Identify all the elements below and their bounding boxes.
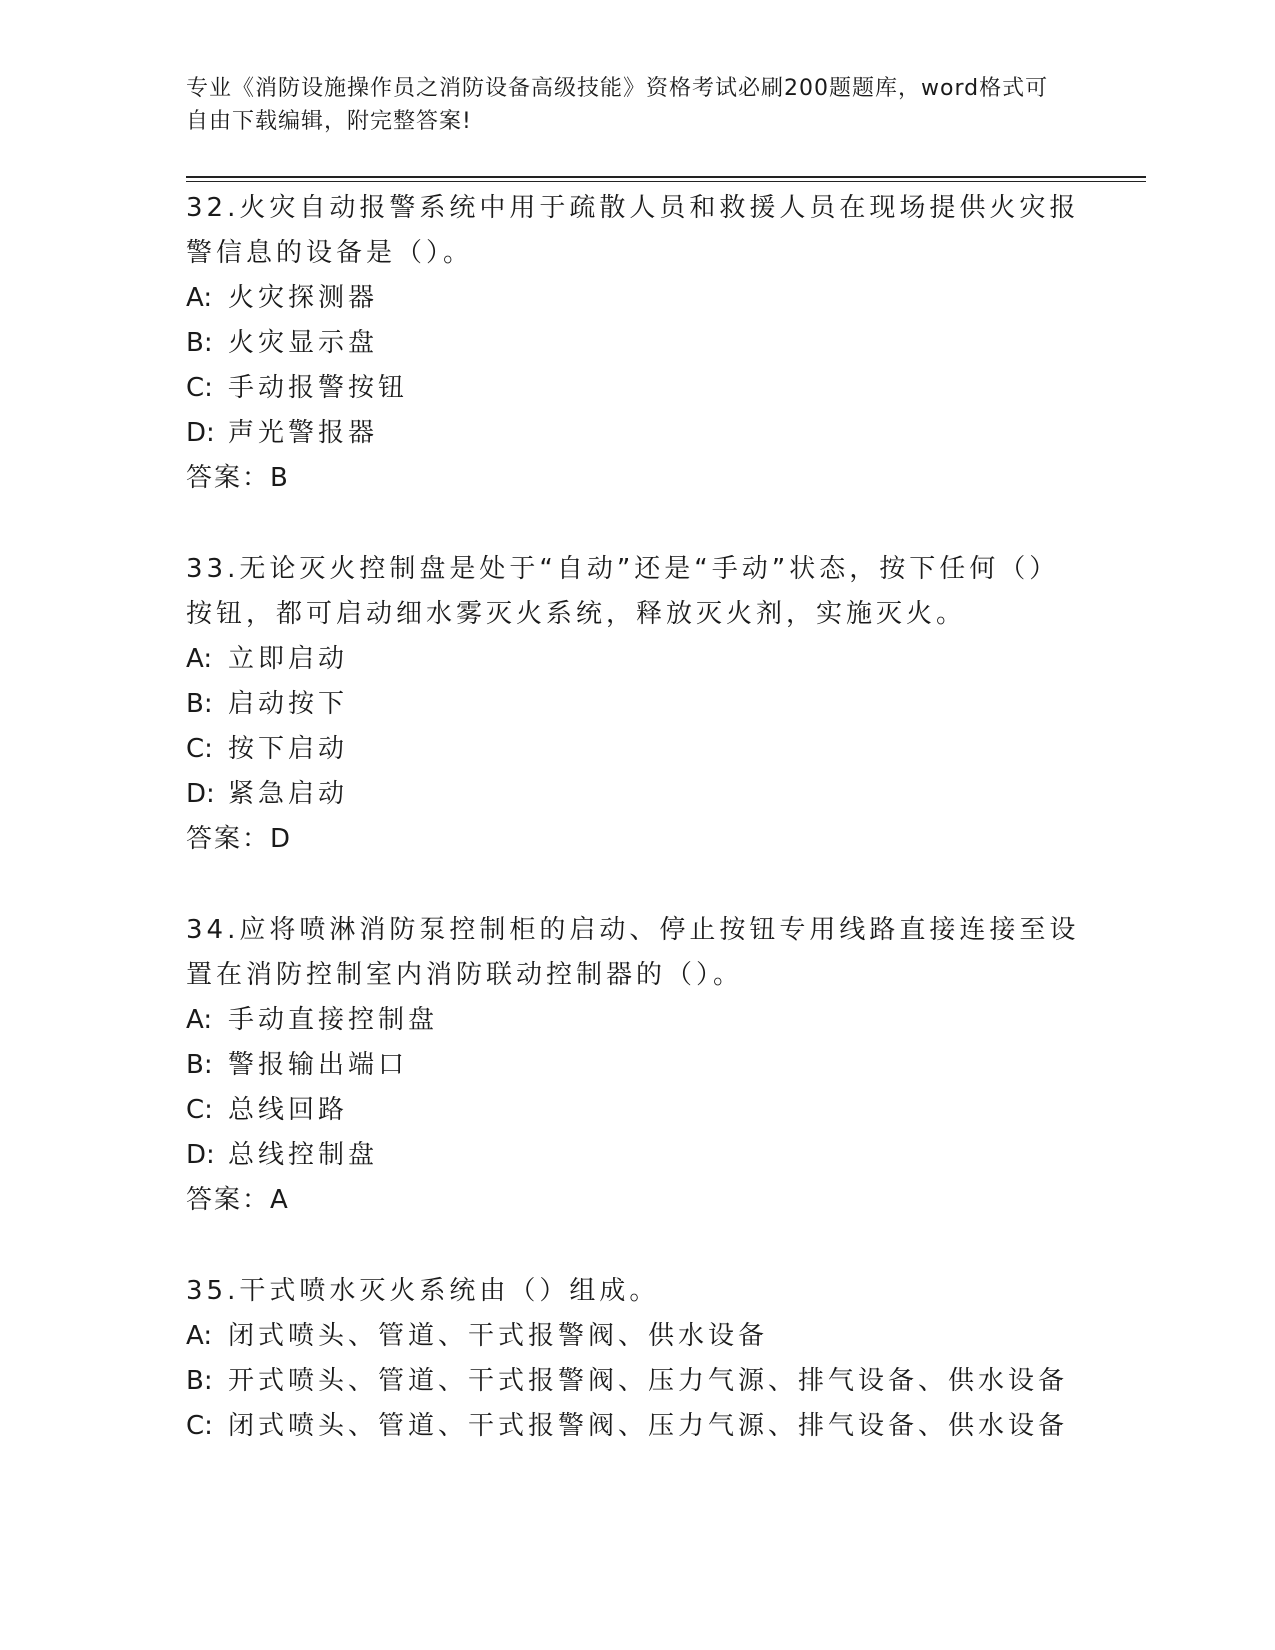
option-c	[186, 366, 1086, 411]
page-header: 专业《消防设施操作员之消防设备高级技能》资格考试必刷200题题库，word格式可自由下载编辑，附完整答案!	[186, 76, 1049, 134]
header-divider-thin	[186, 181, 1146, 182]
question-32	[186, 186, 1086, 501]
option-text: 声光警报器	[228, 418, 379, 448]
option-text: 火灾探测器	[228, 283, 379, 313]
option-d	[186, 1133, 1086, 1178]
option-b	[186, 321, 1086, 366]
option-d	[186, 772, 1086, 817]
question-stem: 32.火灾自动报警系统中用于疏散人员和救援人员在现场提供火灾报警信息的设备是（）。	[186, 193, 1080, 268]
option-text: 总线回路	[228, 1095, 349, 1125]
option-letter: B:	[186, 1050, 213, 1080]
option-text: 闭式喷头、管道、干式报警阀、压力气源、排气设备、供水设备	[228, 1411, 1069, 1441]
option-b	[186, 1043, 1086, 1088]
option-a	[186, 637, 1086, 682]
question-stem: 35.干式喷水灭火系统由（）组成。	[186, 1276, 660, 1306]
question-stem: 33.无论灭火控制盘是处于“自动”还是“手动”状态，按下任何（）按钮，都可启动细水雾灭火系统，释放灭火剂，实施灭火。	[186, 554, 1060, 629]
option-text: 立即启动	[228, 644, 349, 674]
option-text: 闭式喷头、管道、干式报警阀、供水设备	[228, 1321, 769, 1351]
option-letter: C:	[186, 373, 213, 403]
answer-line: 答案：B	[186, 463, 290, 493]
option-text: 按下启动	[228, 734, 349, 764]
option-letter: B:	[186, 689, 213, 719]
option-text: 火灾显示盘	[228, 328, 379, 358]
option-a	[186, 1314, 1086, 1359]
question-list	[186, 186, 1086, 1495]
option-text: 手动直接控制盘	[228, 1005, 439, 1035]
option-letter: D:	[186, 1140, 215, 1170]
option-letter: A:	[186, 283, 213, 313]
option-text: 手动报警按钮	[228, 373, 409, 403]
option-letter: B:	[186, 328, 213, 358]
option-c	[186, 1088, 1086, 1133]
option-c	[186, 727, 1086, 772]
option-text: 开式喷头、管道、干式报警阀、压力气源、排气设备、供水设备	[228, 1366, 1069, 1396]
option-letter: C:	[186, 1095, 213, 1125]
question-35	[186, 1269, 1086, 1449]
option-b	[186, 682, 1086, 727]
answer-line: 答案：D	[186, 824, 293, 854]
option-letter: C:	[186, 734, 213, 764]
option-text: 警报输出端口	[228, 1050, 409, 1080]
option-text: 紧急启动	[228, 779, 349, 809]
question-stem: 34.应将喷淋消防泵控制柜的启动、停止按钮专用线路直接连接至设置在消防控制室内消防联动控制器的（）。	[186, 915, 1080, 990]
option-a	[186, 276, 1086, 321]
option-letter: A:	[186, 1321, 213, 1351]
option-d	[186, 411, 1086, 456]
option-letter: A:	[186, 1005, 213, 1035]
option-letter: D:	[186, 418, 215, 448]
option-a	[186, 998, 1086, 1043]
option-letter: D:	[186, 779, 215, 809]
option-text: 总线控制盘	[228, 1140, 379, 1170]
option-b	[186, 1359, 1086, 1404]
answer-line: 答案：A	[186, 1185, 290, 1215]
option-c	[186, 1404, 1086, 1449]
option-letter: A:	[186, 644, 213, 674]
option-letter: B:	[186, 1366, 213, 1396]
option-text: 启动按下	[228, 689, 349, 719]
header-divider-thick	[186, 176, 1146, 178]
question-34	[186, 908, 1086, 1223]
option-letter: C:	[186, 1411, 213, 1441]
question-33	[186, 547, 1086, 862]
